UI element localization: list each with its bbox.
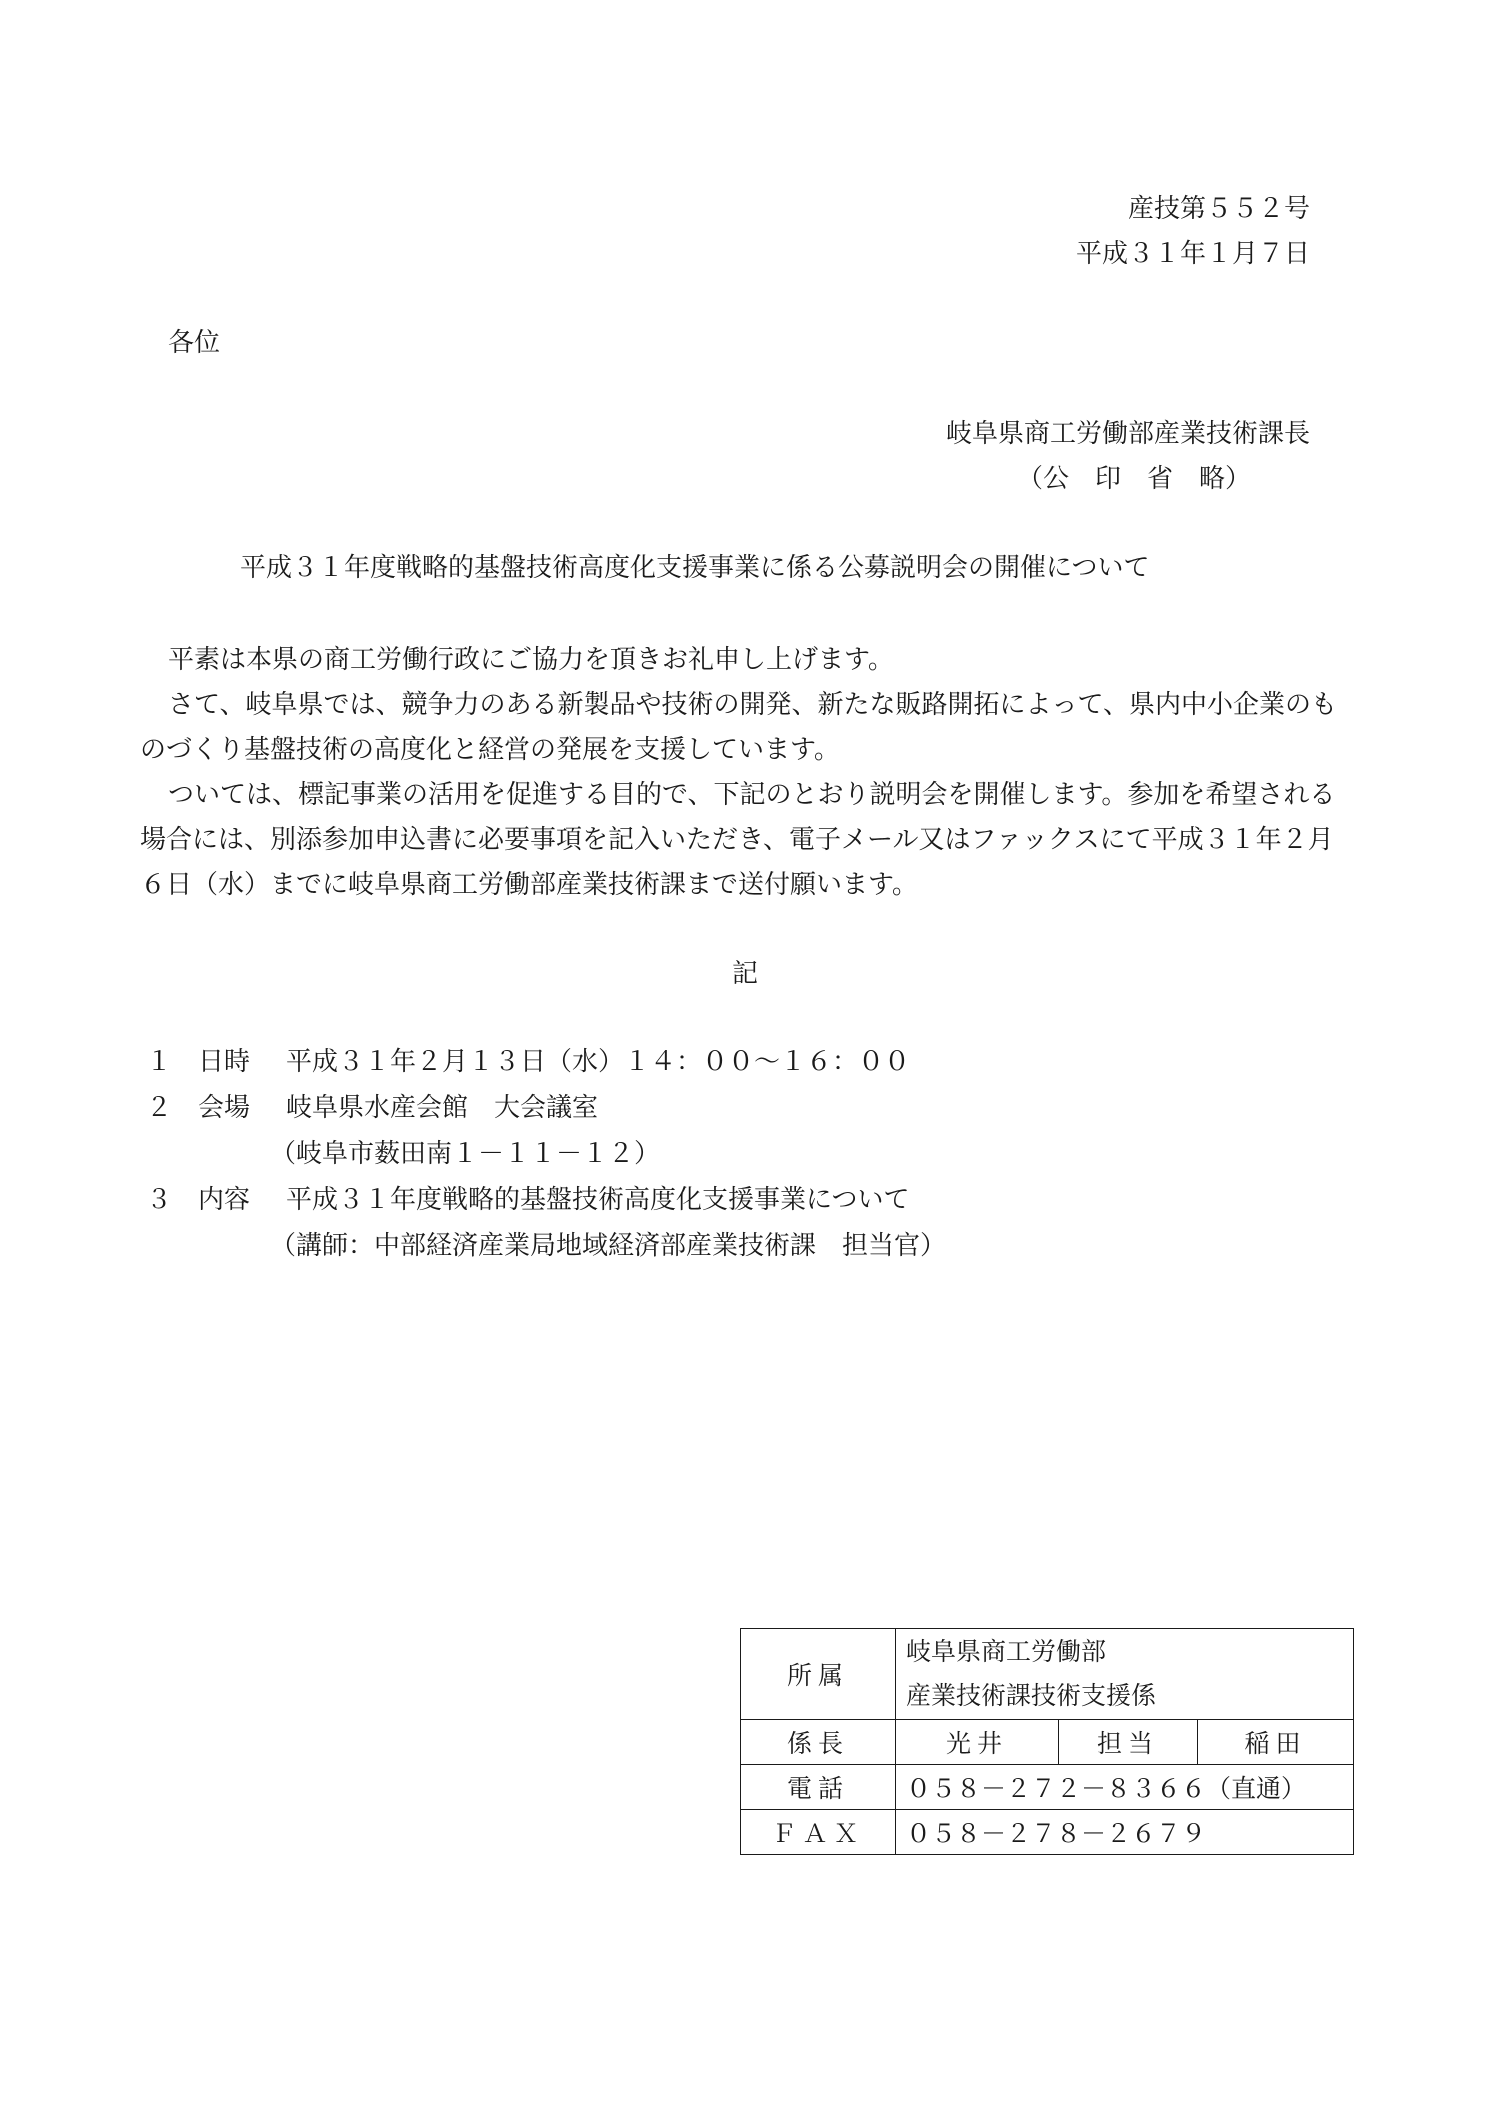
table-row bbox=[741, 1720, 1354, 1765]
chief-label: 係長 bbox=[741, 1720, 896, 1765]
list-item bbox=[146, 1039, 946, 1085]
item-label: 日時 bbox=[198, 1047, 251, 1077]
document-body bbox=[140, 638, 1355, 908]
affiliation-value bbox=[896, 1629, 1354, 1720]
venue-address: （岐阜市薮田南１－１１－１２） bbox=[270, 1139, 661, 1169]
document-date: 平成３１年１月７日 bbox=[1075, 239, 1310, 269]
table-row bbox=[741, 1810, 1354, 1855]
addressee: 各位 bbox=[168, 328, 221, 358]
item-number: ３ bbox=[146, 1185, 173, 1215]
staff-name: 稲田 bbox=[1198, 1720, 1354, 1765]
body-paragraph: さて、岐阜県では、競争力のある新製品や技術の開発、新たな販路開拓によって、県内中小企業のものづくり基盤技術の高度化と経営の発展を支援しています。 bbox=[140, 690, 1337, 765]
table-row bbox=[741, 1629, 1354, 1720]
affiliation-line: 産業技術課技術支援係 bbox=[906, 1681, 1157, 1710]
item-subline bbox=[146, 1131, 946, 1177]
reference-number: 産技第５５２号 bbox=[1127, 194, 1310, 224]
affiliation-label: 所属 bbox=[741, 1629, 896, 1720]
table-row bbox=[741, 1765, 1354, 1810]
item-value: 平成３１年度戦略的基盤技術高度化支援事業について bbox=[286, 1185, 910, 1215]
list-item bbox=[146, 1177, 946, 1223]
contact-table bbox=[740, 1628, 1354, 1855]
document-subject: 平成３１年度戦略的基盤技術高度化支援事業に係る公募説明会の開催について bbox=[240, 553, 1150, 583]
item-value: 岐阜県水産会館 大会議室 bbox=[286, 1093, 599, 1123]
seal-omitted-note: （公 印 省 略） bbox=[1017, 464, 1252, 494]
body-paragraph: ついては、標記事業の活用を促進する目的で、下記のとおり説明会を開催します。参加を希望される場合には、別添参加申込書に必要事項を記入いただき、電子メール又はファックスにて平成３１年２月６日（水）までに岐阜県商工労働部産業技術課まで送付願います。 bbox=[140, 780, 1336, 900]
sender-name: 岐阜県商工労働部産業技術課長 bbox=[945, 419, 1310, 449]
lecturer-note: （講師：中部経済産業局地域経済部産業技術課 担当官） bbox=[270, 1231, 947, 1261]
phone-label: 電話 bbox=[741, 1765, 896, 1810]
fax-value: ０５８－２７８－２６７９ bbox=[896, 1810, 1354, 1855]
item-label: 内容 bbox=[198, 1185, 251, 1215]
item-subline bbox=[146, 1223, 946, 1269]
fax-label: ＦＡＸ bbox=[741, 1810, 896, 1855]
item-number: ２ bbox=[146, 1093, 173, 1123]
event-details-list bbox=[146, 1039, 946, 1269]
affiliation-line: 岐阜県商工労働部 bbox=[906, 1637, 1107, 1666]
staff-label: 担当 bbox=[1059, 1720, 1198, 1765]
ki-heading: 記 bbox=[732, 959, 759, 989]
item-label: 会場 bbox=[198, 1093, 251, 1123]
phone-value: ０５８－２７２－８３６６（直通） bbox=[896, 1765, 1354, 1810]
item-number: １ bbox=[146, 1047, 173, 1077]
list-item bbox=[146, 1085, 946, 1131]
item-value: 平成３１年２月１３日（水）１４：００～１６：００ bbox=[286, 1047, 911, 1077]
body-paragraph: 平素は本県の商工労働行政にご協力を頂きお礼申し上げます。 bbox=[168, 645, 894, 675]
chief-name: 光井 bbox=[896, 1720, 1059, 1765]
